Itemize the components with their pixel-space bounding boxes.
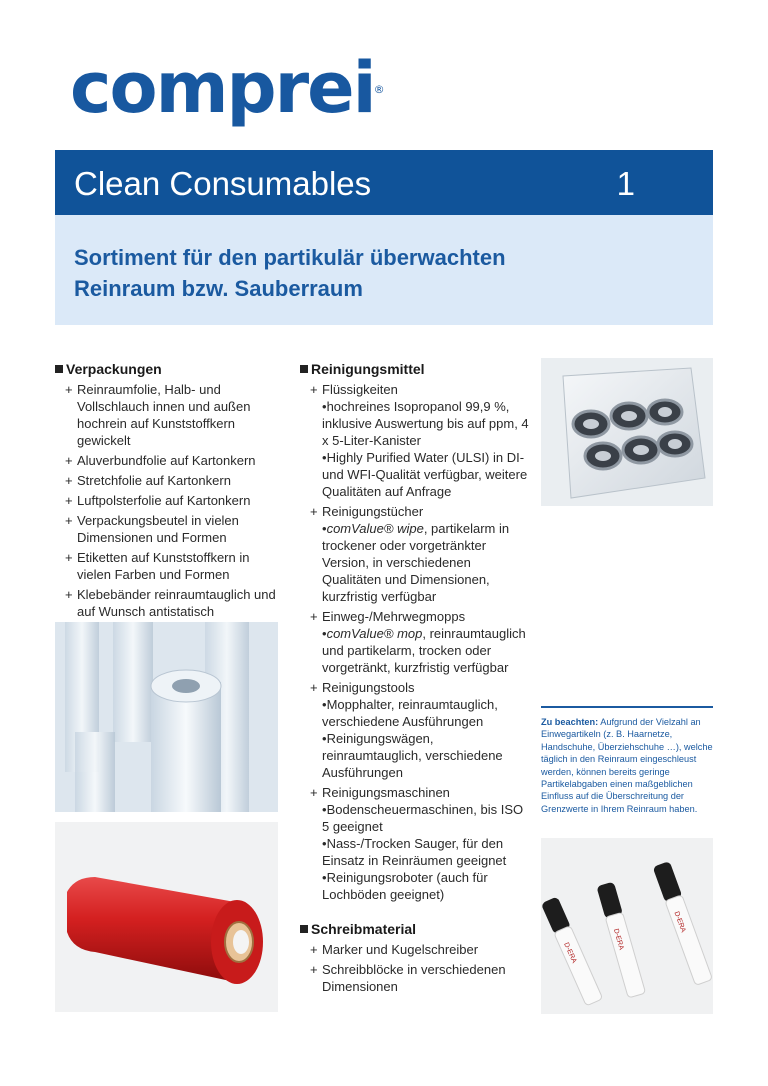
sub-item: •comValue® wipe, partikelarm in trockener oder vorgetränkter Version, in verschiedenen Qualitäten und Dimensionen, kurzfristig verfügbar <box>322 521 510 604</box>
clean-room-bag-image <box>541 358 713 506</box>
page-number: 1 <box>616 165 635 202</box>
cleanroom-markers-image <box>541 838 713 1014</box>
square-bullet-icon <box>300 365 308 373</box>
reinigungsmittel-section <box>300 360 530 998</box>
list-item: + Luftpolsterfolie auf Kartonkern <box>65 493 251 508</box>
sub-item: •comValue® mop, reinraumtauglich und partikelarm, trocken oder vorgetränkt, kurzfristig verfügbar <box>322 626 526 675</box>
list-item: + Schreibblöcke in verschiedenen Dimensionen <box>310 962 506 994</box>
reinigungsmittel-heading: Reinigungsmittel <box>300 360 530 378</box>
marker-label: D-ERA <box>611 927 625 951</box>
marker-label: D-ERA <box>562 941 578 965</box>
sub-item: •Reinigungswägen, reinraumtauglich, verschiedene Ausführungen <box>322 731 503 780</box>
sub-item: •Nass-/Trocken Sauger, für den Einsatz in Reinräumen geeignet <box>322 836 507 868</box>
note-divider <box>541 706 713 708</box>
subtitle <box>74 242 674 304</box>
red-stretch-film-image <box>55 822 278 1012</box>
subtitle-line-1: Sortiment für den partikulär überwachten <box>74 245 506 270</box>
page-title: Clean Consumables <box>74 165 372 202</box>
note-lead: Zu beachten: <box>541 717 599 727</box>
sub-item: •Bodenscheuermaschinen, bis ISO 5 geeignet <box>322 802 524 834</box>
list-item: + Verpackungsbeutel in vielen Dimensionen und Formen <box>65 513 239 545</box>
verpackungen-section <box>55 360 287 623</box>
list-item: + Aluverbundfolie auf Kartonkern <box>65 453 256 468</box>
list-item: + Reinraumfolie, Halb- und Vollschlauch innen und außen hochrein auf Kunststoffkern gewickelt <box>65 382 251 448</box>
markers-photo <box>541 838 713 1014</box>
list-item: + Marker und Kugelschreiber <box>310 942 479 957</box>
list-item: + Etiketten auf Kunststoffkern in vielen Farben und Formen <box>65 550 250 582</box>
square-bullet-icon <box>55 365 63 373</box>
film-rolls-image <box>55 622 278 812</box>
list-item: + Klebebänder reinraumtauglich und auf Wunsch antistatisch <box>65 587 276 619</box>
note-box <box>541 716 713 815</box>
note-text: Aufgrund der Vielzahl an Einwegartikeln (z. B. Haarnetze, Handschuhe, Überziehschuhe …), welche täglich in den Reinraum eingeschleust werden, können bereits geringe Partikelabgaben einen maßgeblichen Einfluss auf die Überschreitung der Grenzwerte in Ihrem Reinraum haben. <box>541 717 713 814</box>
schreibmaterial-heading: Schreibmaterial <box>300 920 530 938</box>
list-item-fluessigkeiten: + Flüssigkeiten •hochreines Isopropanol 99,9 %, inklusive Auswertung bis auf ppm, 4 x 5-Liter-Kanister •Highly Purified Water (ULSI) in DI- und WFI-Qualität verfügbar, weitere Qualitäten auf Anfrage <box>310 382 529 499</box>
subtitle-line-2: Reinraum bzw. Sauberraum <box>74 276 363 301</box>
square-bullet-icon <box>300 925 308 933</box>
logo-text: comprei <box>70 47 375 129</box>
sub-item: •Reinigungsroboter (auch für Lochböden geeignet) <box>322 870 488 902</box>
verpackungen-heading: Verpackungen <box>55 360 287 378</box>
red-film-photo <box>55 822 278 1012</box>
sub-item: •Mopphalter, reinraumtauglich, verschiedene Ausführungen <box>322 697 498 729</box>
list-item-reinigungstuecher: + Reinigungstücher •comValue® wipe, partikelarm in trockener oder vorgetränkter Version, in verschiedenen Qualitäten und Dimensionen, kurzfristig verfügbar <box>300 503 530 605</box>
list-item: + Stretchfolie auf Kartonkern <box>65 473 231 488</box>
sub-item: •hochreines Isopropanol 99,9 %, inklusive Auswertung bis auf ppm, 4 x 5-Liter-Kanister <box>322 399 529 448</box>
list-item-reinigungsmaschinen: + Reinigungsmaschinen •Bodenscheuermaschinen, bis ISO 5 geeignet •Nass-/Trocken Sauger, für den Einsatz in Reinräumen geeignet •Reinigungsroboter (auch für Lochböden geeignet) <box>300 784 530 903</box>
subtitle-box <box>55 215 713 325</box>
marker-label: D-ERA <box>672 910 687 934</box>
list-item-mopps: + Einweg-/Mehrwegmopps •comValue® mop, reinraumtauglich und partikelarm, trocken oder vorgetränkt, kurzfristig verfügbar <box>300 608 530 676</box>
bag-photo <box>541 358 713 506</box>
title-bar <box>55 150 713 215</box>
registered-mark: ® <box>373 83 385 96</box>
list-item-reinigungstools: + Reinigungstools •Mopphalter, reinraumtauglich, verschiedene Ausführungen •Reinigungswägen, reinraumtauglich, verschiedene Ausführungen <box>300 679 530 781</box>
comprei-logo <box>70 47 385 129</box>
sub-item: •Highly Purified Water (ULSI) in DI- und WFI-Qualität verfügbar, weitere Qualitäten auf Anfrage <box>322 450 528 499</box>
film-rolls-photo <box>55 622 278 812</box>
